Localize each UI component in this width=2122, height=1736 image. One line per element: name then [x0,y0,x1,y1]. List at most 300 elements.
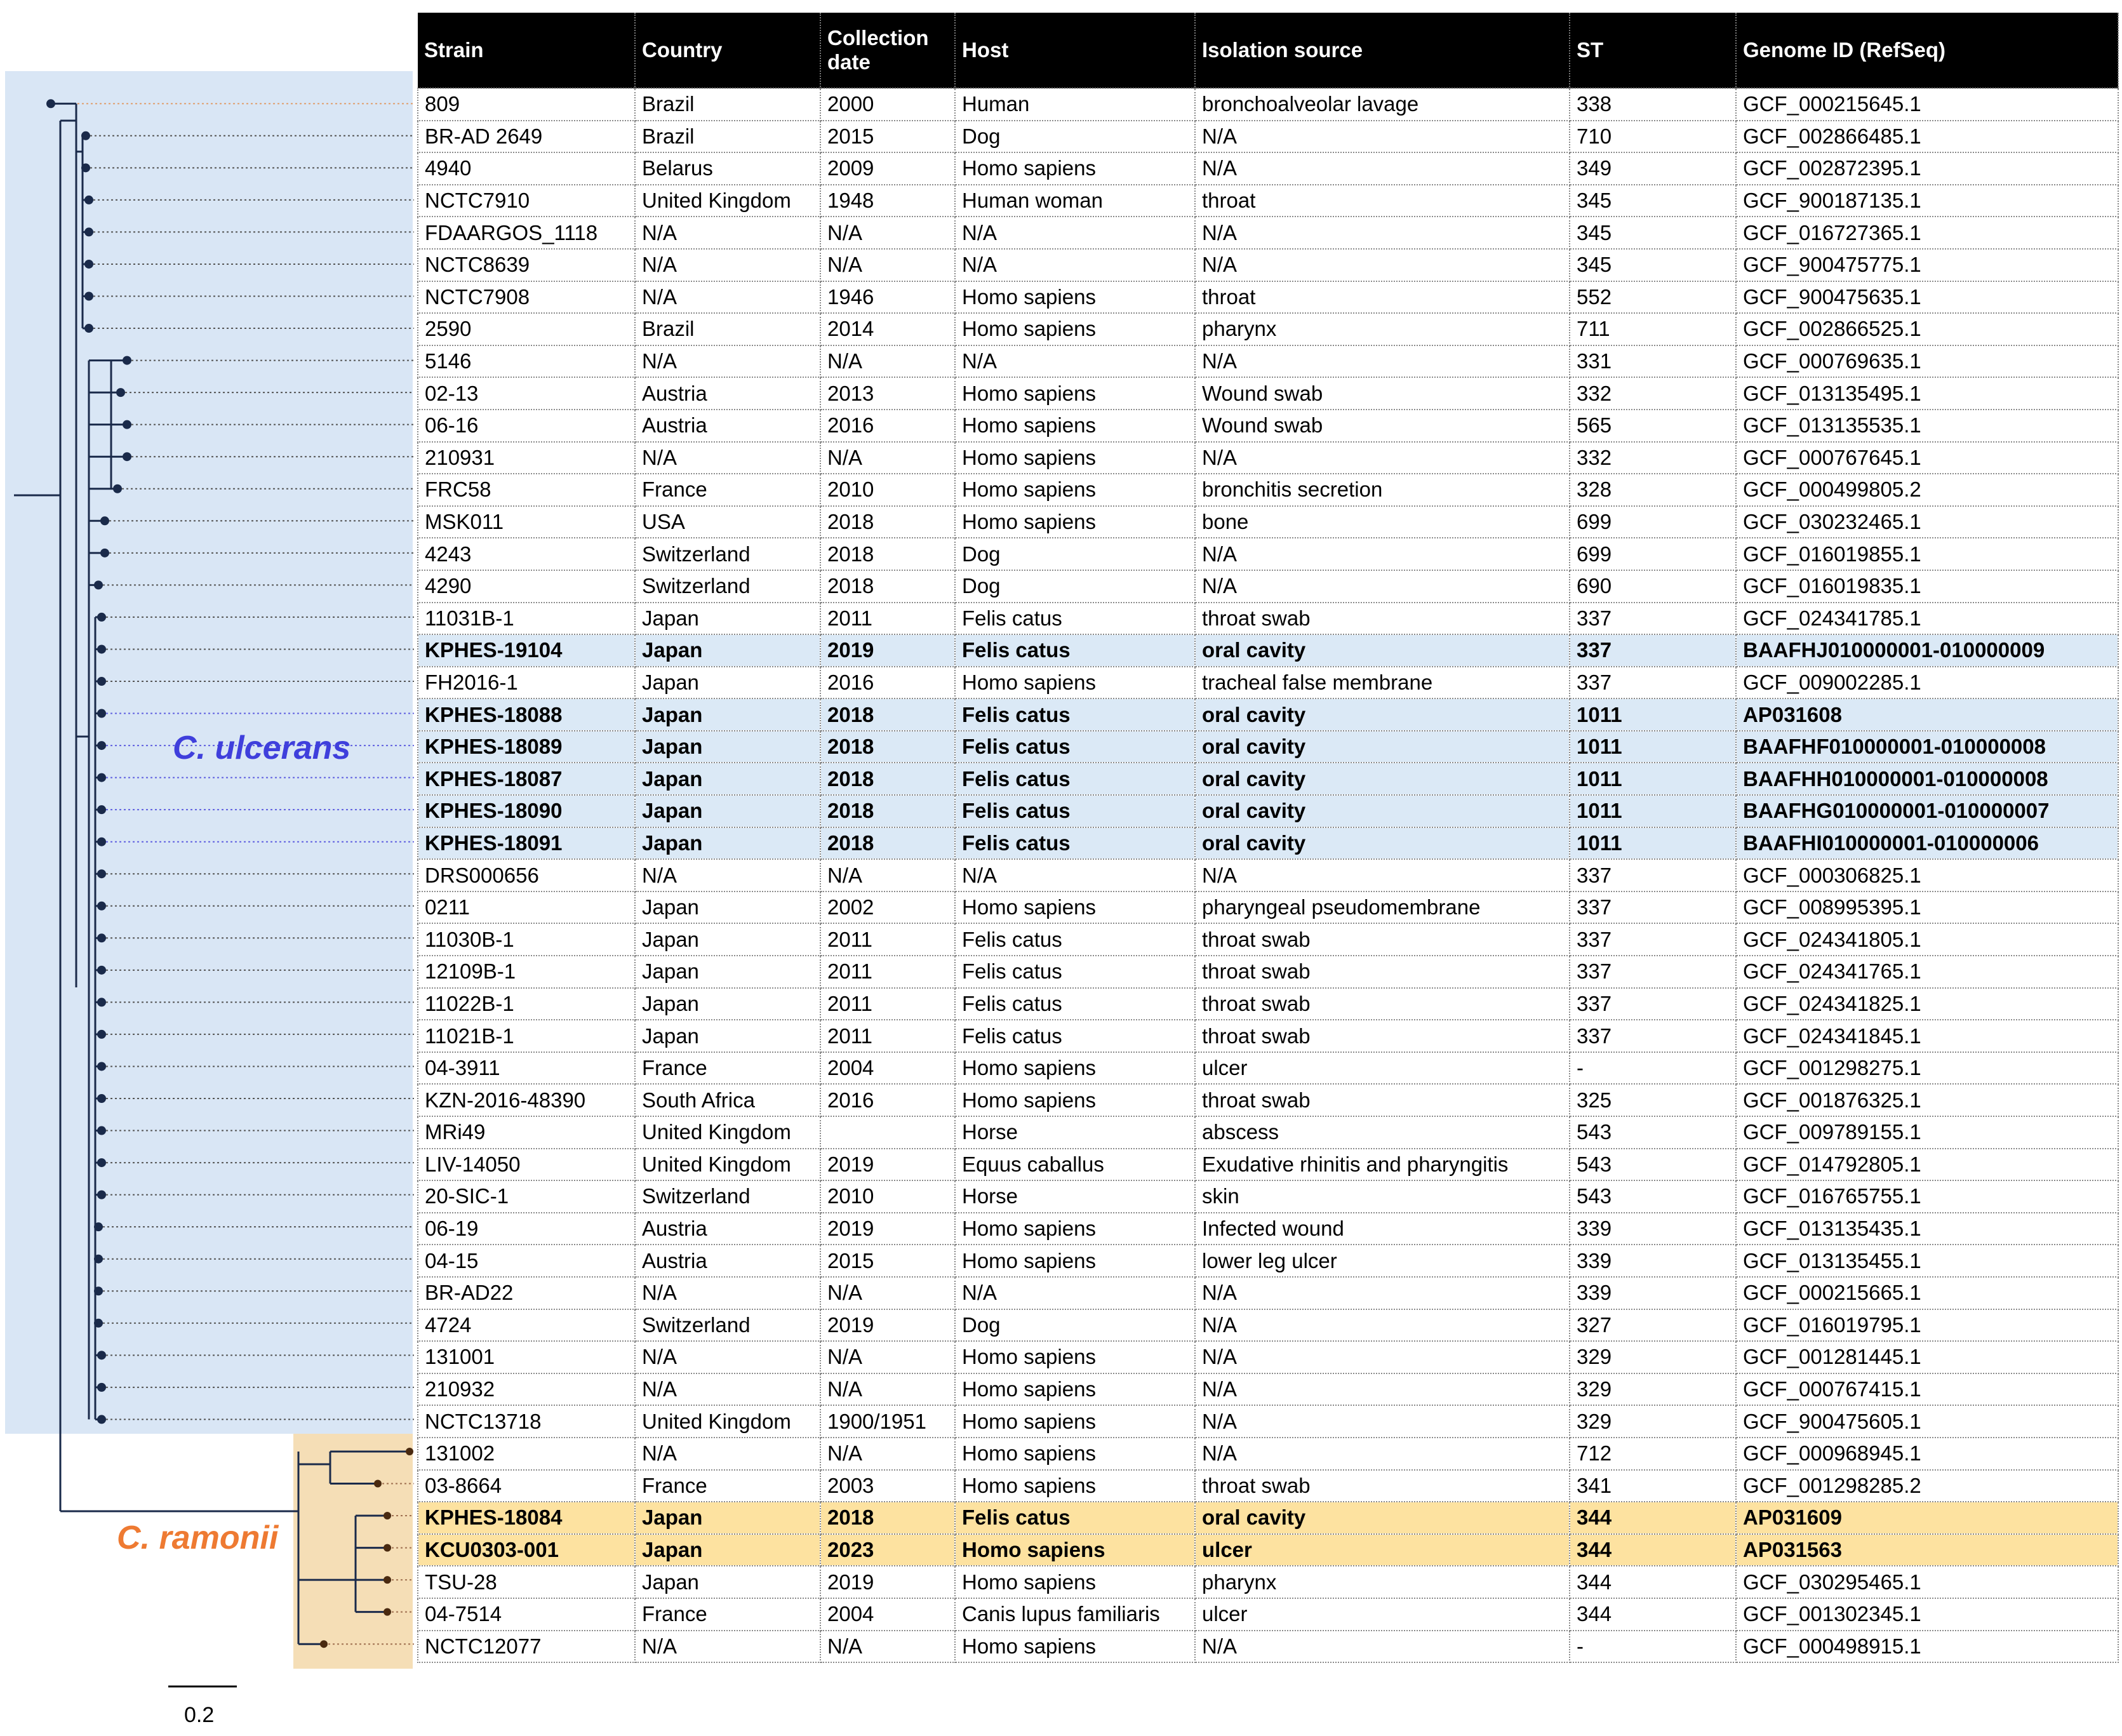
cell-country: N/A [635,217,820,249]
cell-isolation-source: ulcer [1195,1534,1570,1566]
cell-st: 337 [1570,988,1736,1020]
cell-strain: 131002 [418,1438,635,1470]
cell-host: Felis catus [955,634,1195,667]
leaf-node-dot [97,741,106,750]
cell-st: 712 [1570,1438,1736,1470]
cell-isolation-source: N/A [1195,249,1570,281]
cell-strain: KPHES-18091 [418,827,635,860]
leaf-node-dot [100,516,109,525]
cell-genome-id: GCF_900187135.1 [1736,185,2118,217]
cell-isolation-source: throat swab [1195,1020,1570,1052]
cell-strain: KPHES-18084 [418,1502,635,1534]
cell-country: Japan [635,988,820,1020]
clade-label-c-ramonii: C. ramonii [117,1519,279,1556]
cell-st: 565 [1570,410,1736,442]
table-row [418,1020,2118,1052]
cell-isolation-source: N/A [1195,1631,1570,1663]
table-row [418,1502,2118,1534]
cell-country: N/A [635,281,820,314]
column-header-host: Host [955,13,1195,88]
leaf-node-dot [97,677,106,686]
cell-collection-date: 2016 [820,1084,955,1116]
cell-country: Brazil [635,121,820,153]
leaf-node-dot [97,1094,106,1103]
table-row [418,1213,2118,1245]
cell-collection-date: 2003 [820,1470,955,1502]
table-row [418,1438,2118,1470]
cell-isolation-source: oral cavity [1195,827,1570,860]
cell-strain: 4940 [418,152,635,185]
cell-genome-id: GCF_002866485.1 [1736,121,2118,153]
cell-isolation-source: throat swab [1195,988,1570,1020]
cell-genome-id: GCF_000769635.1 [1736,345,2118,378]
cell-strain: KZN-2016-48390 [418,1084,635,1116]
cell-st: - [1570,1052,1736,1085]
table-row [418,1084,2118,1116]
cell-strain: NCTC7910 [418,185,635,217]
cell-st: 349 [1570,152,1736,185]
cell-host: Homo sapiens [955,506,1195,538]
cell-host: Equus caballus [955,1149,1195,1181]
table-row [418,1277,2118,1309]
cell-genome-id: GCF_024341805.1 [1736,923,2118,956]
cell-genome-id: GCF_000498915.1 [1736,1631,2118,1663]
cell-isolation-source: oral cavity [1195,1502,1570,1534]
table-row [418,506,2118,538]
cell-isolation-source: N/A [1195,1309,1570,1342]
column-header-country: Country [635,13,820,88]
cell-strain: 210932 [418,1373,635,1406]
cell-isolation-source: throat swab [1195,603,1570,635]
cell-genome-id: GCF_024341845.1 [1736,1020,2118,1052]
cell-isolation-source: N/A [1195,1405,1570,1438]
table-row [418,121,2118,153]
cell-collection-date: 2011 [820,603,955,635]
cell-collection-date: N/A [820,1438,955,1470]
cell-genome-id: BAAFHG010000001-010000007 [1736,795,2118,827]
leaf-node-dot [97,773,106,782]
cell-strain: BR-AD 2649 [418,121,635,153]
cell-country: Japan [635,1020,820,1052]
cell-host: Human woman [955,185,1195,217]
cell-host: Dog [955,538,1195,570]
cell-genome-id: GCF_001281445.1 [1736,1341,2118,1373]
cell-country: N/A [635,1631,820,1663]
cell-isolation-source: lower leg ulcer [1195,1245,1570,1277]
cell-host: Felis catus [955,698,1195,731]
table-row [418,1534,2118,1566]
cell-strain: BR-AD22 [418,1277,635,1309]
cell-country: Belarus [635,152,820,185]
cell-genome-id: GCF_008995395.1 [1736,891,2118,924]
cell-strain: 809 [418,88,635,121]
cell-country: France [635,1598,820,1631]
cell-genome-id: BAAFHH010000001-010000008 [1736,763,2118,795]
leaf-node-dot [406,1448,413,1455]
cell-strain: FRC58 [418,474,635,506]
leaf-node-dot [84,227,93,236]
leaf-node-dot [94,1319,103,1328]
cell-host: Homo sapiens [955,1470,1195,1502]
cell-collection-date: 2018 [820,795,955,827]
table-body [418,88,2118,1662]
cell-country: Brazil [635,88,820,121]
leaf-node-dot [46,99,55,108]
leaf-node-dot [100,549,109,558]
cell-isolation-source: Wound swab [1195,410,1570,442]
cell-host: Felis catus [955,956,1195,988]
leaf-node-dot [97,998,106,1006]
cell-strain: 0211 [418,891,635,924]
cell-country: United Kingdom [635,1116,820,1149]
cell-genome-id: AP031608 [1736,698,2118,731]
cell-strain: 4243 [418,538,635,570]
cell-strain: 5146 [418,345,635,378]
cell-country: USA [635,506,820,538]
cell-strain: 02-13 [418,377,635,410]
cell-collection-date: N/A [820,442,955,474]
table-row [418,474,2118,506]
cell-st: 1011 [1570,795,1736,827]
cell-isolation-source: oral cavity [1195,795,1570,827]
cell-st: 339 [1570,1277,1736,1309]
table-row [418,281,2118,314]
cell-st: 337 [1570,956,1736,988]
cell-st: 332 [1570,377,1736,410]
cell-collection-date: 2009 [820,152,955,185]
cell-st: 1011 [1570,827,1736,860]
cell-collection-date: N/A [820,217,955,249]
cell-genome-id: GCF_900475635.1 [1736,281,2118,314]
cell-isolation-source: pharynx [1195,313,1570,345]
cell-st: 344 [1570,1598,1736,1631]
cell-isolation-source: Infected wound [1195,1213,1570,1245]
cell-host: Homo sapiens [955,1438,1195,1470]
cell-isolation-source: throat swab [1195,923,1570,956]
cell-st: 339 [1570,1213,1736,1245]
leaf-node-dot [97,933,106,942]
cell-isolation-source: Exudative rhinitis and pharyngitis [1195,1149,1570,1181]
leaf-node-dot [97,1126,106,1135]
leaf-node-dot [81,131,90,140]
table-row [418,185,2118,217]
table-row [418,1180,2118,1213]
cell-strain: 4724 [418,1309,635,1342]
cell-collection-date: 2015 [820,1245,955,1277]
cell-genome-id: GCF_000767645.1 [1736,442,2118,474]
cell-st: 344 [1570,1502,1736,1534]
cell-country: N/A [635,1341,820,1373]
cell-strain: 131001 [418,1341,635,1373]
cell-st: 337 [1570,859,1736,891]
cell-country: Japan [635,731,820,763]
cell-country: France [635,1052,820,1085]
cell-host: N/A [955,345,1195,378]
cell-genome-id: GCF_000968945.1 [1736,1438,2118,1470]
cell-genome-id: GCF_009789155.1 [1736,1116,2118,1149]
cell-country: N/A [635,1438,820,1470]
cell-strain: 06-19 [418,1213,635,1245]
cell-st: 325 [1570,1084,1736,1116]
table-row [418,1245,2118,1277]
cell-host: Dog [955,121,1195,153]
leaf-node-dot [97,1191,106,1199]
cell-country: Brazil [635,313,820,345]
cell-genome-id: BAAFHI010000001-010000006 [1736,827,2118,860]
cell-strain: NCTC7908 [418,281,635,314]
leaf-node-dot [84,260,93,269]
table-row [418,377,2118,410]
leaf-node-dot [84,196,93,204]
cell-genome-id: GCF_001302345.1 [1736,1598,2118,1631]
cell-country: Japan [635,1502,820,1534]
cell-host: Felis catus [955,827,1195,860]
table-row [418,1373,2118,1406]
cell-genome-id: GCF_024341765.1 [1736,956,2118,988]
cell-strain: 04-3911 [418,1052,635,1085]
table-header-row [418,13,2118,88]
column-header-strain: Strain [418,13,635,88]
cell-genome-id: BAAFHJ010000001-010000009 [1736,634,2118,667]
cell-country: Japan [635,795,820,827]
cell-collection-date: 2011 [820,923,955,956]
cell-collection-date: 2002 [820,891,955,924]
cell-host: Felis catus [955,1502,1195,1534]
cell-isolation-source: N/A [1195,1341,1570,1373]
table-row [418,891,2118,924]
cell-isolation-source: N/A [1195,121,1570,153]
cell-st: 543 [1570,1180,1736,1213]
cell-isolation-source: skin [1195,1180,1570,1213]
cell-collection-date: N/A [820,345,955,378]
cell-isolation-source: N/A [1195,1277,1570,1309]
cell-genome-id: GCF_009002285.1 [1736,667,2118,699]
cell-strain: 06-16 [418,410,635,442]
cell-collection-date: 2018 [820,538,955,570]
cell-collection-date: 1948 [820,185,955,217]
cell-host: Homo sapiens [955,667,1195,699]
cell-host: Homo sapiens [955,1566,1195,1598]
cell-st: 345 [1570,185,1736,217]
cell-genome-id: GCF_002866525.1 [1736,313,2118,345]
cell-host: Homo sapiens [955,281,1195,314]
leaf-node-dot [97,1351,106,1359]
cell-collection-date: N/A [820,249,955,281]
cell-country: Japan [635,698,820,731]
cell-st: 345 [1570,217,1736,249]
leaf-node-dot [374,1479,382,1487]
table-row [418,634,2118,667]
cell-host: Felis catus [955,603,1195,635]
cell-host: Horse [955,1180,1195,1213]
cell-host: Homo sapiens [955,442,1195,474]
cell-collection-date: 2011 [820,1020,955,1052]
cell-country: N/A [635,859,820,891]
cell-country: Japan [635,603,820,635]
cell-strain: KPHES-19104 [418,634,635,667]
cell-st: 344 [1570,1566,1736,1598]
cell-isolation-source: throat swab [1195,956,1570,988]
cell-collection-date: 2011 [820,988,955,1020]
cell-isolation-source: pharynx [1195,1566,1570,1598]
cell-isolation-source: oral cavity [1195,634,1570,667]
table-row [418,410,2118,442]
cell-isolation-source: oral cavity [1195,698,1570,731]
cell-isolation-source: N/A [1195,217,1570,249]
table-row [418,1470,2118,1502]
cell-genome-id: GCF_013135455.1 [1736,1245,2118,1277]
cell-st: 329 [1570,1405,1736,1438]
leaf-node-dot [320,1640,328,1648]
cell-strain: KPHES-18088 [418,698,635,731]
cell-st: 690 [1570,570,1736,603]
cell-genome-id: GCF_024341825.1 [1736,988,2118,1020]
cell-host: Homo sapiens [955,474,1195,506]
column-header-genome-id: Genome ID (RefSeq) [1736,13,2118,88]
cell-isolation-source: throat swab [1195,1470,1570,1502]
leaf-node-dot [123,356,131,365]
cell-country: Switzerland [635,1180,820,1213]
leaf-node-dot [384,1512,391,1519]
cell-host: Felis catus [955,763,1195,795]
cell-host: Felis catus [955,795,1195,827]
cell-isolation-source: throat [1195,281,1570,314]
cell-country: South Africa [635,1084,820,1116]
cell-st: 337 [1570,891,1736,924]
cell-host: Homo sapiens [955,152,1195,185]
cell-genome-id: GCF_900475605.1 [1736,1405,2118,1438]
cell-genome-id: GCF_013135435.1 [1736,1213,2118,1245]
cell-st: 332 [1570,442,1736,474]
cell-strain: 11021B-1 [418,1020,635,1052]
cell-country: United Kingdom [635,1149,820,1181]
cell-host: Homo sapiens [955,1405,1195,1438]
cell-isolation-source: bronchoalveolar lavage [1195,88,1570,121]
cell-genome-id: GCF_000499805.2 [1736,474,2118,506]
cell-st: 339 [1570,1245,1736,1277]
cell-host: Horse [955,1116,1195,1149]
cell-strain: 20-SIC-1 [418,1180,635,1213]
cell-collection-date: 2018 [820,570,955,603]
cell-isolation-source: N/A [1195,345,1570,378]
table-row [418,988,2118,1020]
cell-collection-date: 2023 [820,1534,955,1566]
leaf-node-dot [97,1062,106,1071]
table-row [418,1341,2118,1373]
cell-collection-date: N/A [820,1341,955,1373]
cell-country: N/A [635,249,820,281]
leaf-node-dot [384,1608,391,1616]
cell-collection-date: 2016 [820,667,955,699]
cell-host: Felis catus [955,1020,1195,1052]
cell-collection-date: 2018 [820,506,955,538]
cell-strain: 12109B-1 [418,956,635,988]
table-row [418,859,2118,891]
leaf-node-dot [84,324,93,333]
leaf-node-dot [84,292,93,301]
table-row [418,1116,2118,1149]
cell-isolation-source: pharyngeal pseudomembrane [1195,891,1570,924]
cell-host: Homo sapiens [955,410,1195,442]
leaf-node-dot [123,452,131,461]
table-row [418,956,2118,988]
cell-country: Japan [635,1534,820,1566]
cell-country: Austria [635,1213,820,1245]
cell-strain: 03-8664 [418,1470,635,1502]
cell-st: 337 [1570,634,1736,667]
cell-country: France [635,474,820,506]
table-row [418,249,2118,281]
cell-host: Felis catus [955,988,1195,1020]
cell-collection-date: N/A [820,1277,955,1309]
cell-st: 552 [1570,281,1736,314]
cell-strain: MSK011 [418,506,635,538]
leaf-node-dot [97,805,106,814]
cell-country: Switzerland [635,570,820,603]
cell-genome-id: BAAFHF010000001-010000008 [1736,731,2118,763]
cell-host: Homo sapiens [955,891,1195,924]
cell-country: Japan [635,956,820,988]
cell-host: N/A [955,217,1195,249]
clade-label-c-ulcerans: C. ulcerans [173,730,351,766]
table-row [418,795,2118,827]
cell-strain: TSU-28 [418,1566,635,1598]
cell-strain: 04-7514 [418,1598,635,1631]
leaf-node-dot [97,838,106,846]
cell-collection-date: N/A [820,1631,955,1663]
cell-isolation-source: N/A [1195,152,1570,185]
cell-collection-date: 2000 [820,88,955,121]
cell-genome-id: GCF_900475775.1 [1736,249,2118,281]
cell-strain: DRS000656 [418,859,635,891]
cell-st: 699 [1570,506,1736,538]
table-row [418,1052,2118,1085]
cell-isolation-source: N/A [1195,859,1570,891]
cell-country: Japan [635,827,820,860]
leaf-node-dot [97,966,106,975]
cell-genome-id: GCF_030295465.1 [1736,1566,2118,1598]
cell-collection-date: 2019 [820,1213,955,1245]
leaf-node-dot [94,580,103,589]
cell-st: 327 [1570,1309,1736,1342]
phylogenetic-tree [0,0,419,1736]
cell-host: Homo sapiens [955,313,1195,345]
cell-collection-date: 2018 [820,1502,955,1534]
cell-genome-id: GCF_016019795.1 [1736,1309,2118,1342]
cell-collection-date: 2010 [820,474,955,506]
cell-country: Switzerland [635,1309,820,1342]
leaf-node-dot [384,1544,391,1552]
cell-st: 1011 [1570,731,1736,763]
leaf-node-dot [123,420,131,429]
leaf-node-dot [97,1158,106,1167]
table-row [418,313,2118,345]
cell-isolation-source: N/A [1195,1373,1570,1406]
cell-st: 337 [1570,603,1736,635]
cell-genome-id: GCF_000306825.1 [1736,859,2118,891]
table-row [418,698,2118,731]
table-row [418,152,2118,185]
table-row [418,442,2118,474]
leaf-node-dot [94,1255,103,1264]
cell-country: Japan [635,763,820,795]
cell-strain: 2590 [418,313,635,345]
cell-genome-id: GCF_013135495.1 [1736,377,2118,410]
table-row [418,88,2118,121]
cell-strain: 11030B-1 [418,923,635,956]
cell-isolation-source: tracheal false membrane [1195,667,1570,699]
table-row [418,1405,2118,1438]
